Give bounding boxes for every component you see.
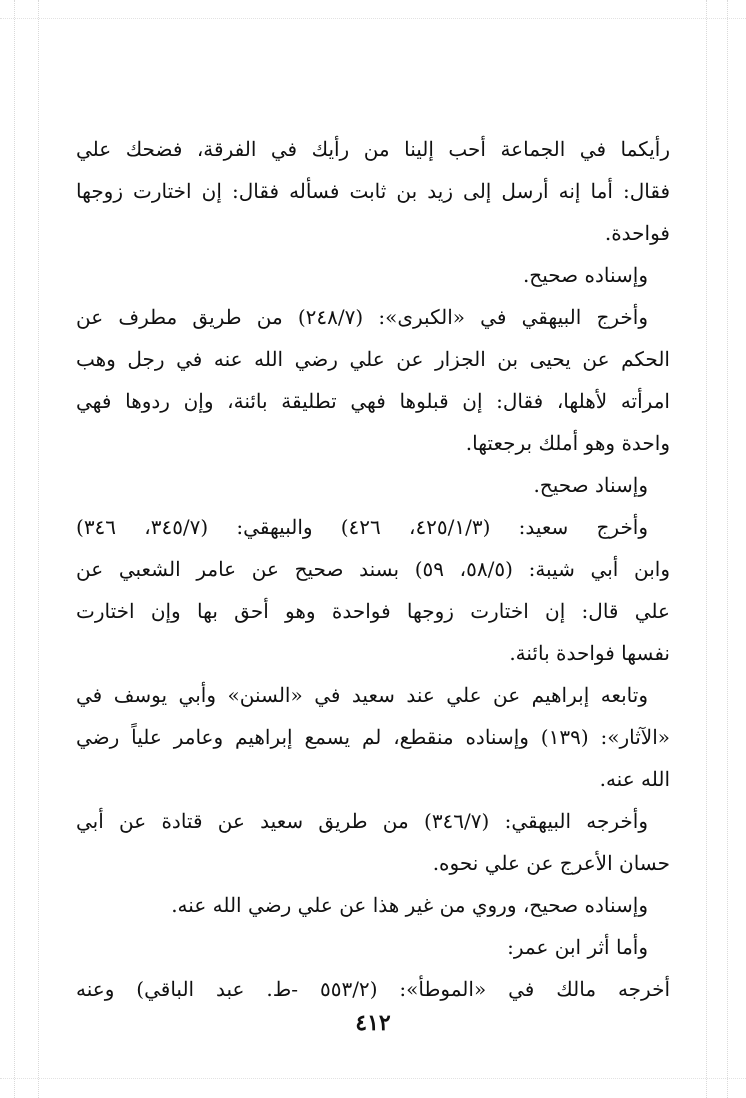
- text-line: وأخرج البيهقي في «الكبرى»: (٢٤٨/٧) من طريق مطرف عن: [76, 305, 648, 329]
- text-line: «الآثار»: (١٣٩) وإسناده منقطع، لم يسمع إبراهيم وعامر علياً رضي: [76, 725, 670, 749]
- scan-guide-line: [0, 18, 746, 19]
- text-line: وابن أبي شيبة: (٥٨/٥، ٥٩) بسند صحيح عن عامر الشعبي عن: [76, 557, 671, 581]
- text-line: وأخرجه البيهقي: (٣٤٦/٧) من طريق سعيد عن قتادة عن أبي: [76, 809, 648, 833]
- text-line: وأخرج سعيد: (٤٢٥/١/٣، ٤٢٦) والبيهقي: (٣٤٥/٧، ٣٤٦): [76, 515, 649, 539]
- scan-guide-line: [14, 0, 15, 1098]
- text-line: واحدة وهو أملك برجعتها.: [465, 431, 670, 455]
- body-text: [76, 128, 670, 1010]
- text-line: وتابعه إبراهيم عن علي عند سعيد في «السنن» وأبي يوسف في: [76, 683, 648, 707]
- text-line: رأيكما في الجماعة أحب إلينا من رأيك في الفرقة، فضحك علي: [76, 137, 670, 161]
- text-line: نفسها فواحدة بائنة.: [509, 641, 670, 665]
- text-line: وإسناد صحيح.: [533, 473, 648, 497]
- text-line: أخرجه مالك في «الموطأ»: (٥٥٣/٢ -ط. عبد الباقي) وعنه: [76, 977, 671, 1001]
- scan-guide-line: [0, 1078, 746, 1079]
- text-line: وأما أثر ابن عمر:: [507, 935, 648, 959]
- text-line: علي قال: إن اختارت زوجها فواحدة وهو أحق بها وإن اختارت: [76, 599, 670, 623]
- scan-guide-line: [38, 0, 39, 1098]
- text-line: فقال: أما إنه أرسل إلى زيد بن ثابت فسأله فقال: إن اختارت زوجها: [76, 179, 670, 203]
- text-line: وإسناده صحيح، وروي من غير هذا عن علي رضي الله عنه.: [171, 893, 648, 917]
- page-number: ٤١٢: [355, 1010, 391, 1036]
- text-line: حسان الأعرج عن علي نحوه.: [432, 851, 670, 875]
- text-line: الحكم عن يحيى بن الجزار عن علي رضي الله عنه في رجل وهب: [76, 347, 670, 371]
- text-line: امرأته لأهلها، فقال: إن قبلوها فهي تطليقة بائنة، وإن ردوها فهي: [76, 389, 670, 413]
- text-line: فواحدة.: [604, 221, 670, 245]
- text-line: وإسناده صحيح.: [522, 263, 648, 287]
- text-line: الله عنه.: [599, 767, 670, 791]
- scan-guide-line: [706, 0, 707, 1098]
- scan-guide-line: [727, 0, 728, 1098]
